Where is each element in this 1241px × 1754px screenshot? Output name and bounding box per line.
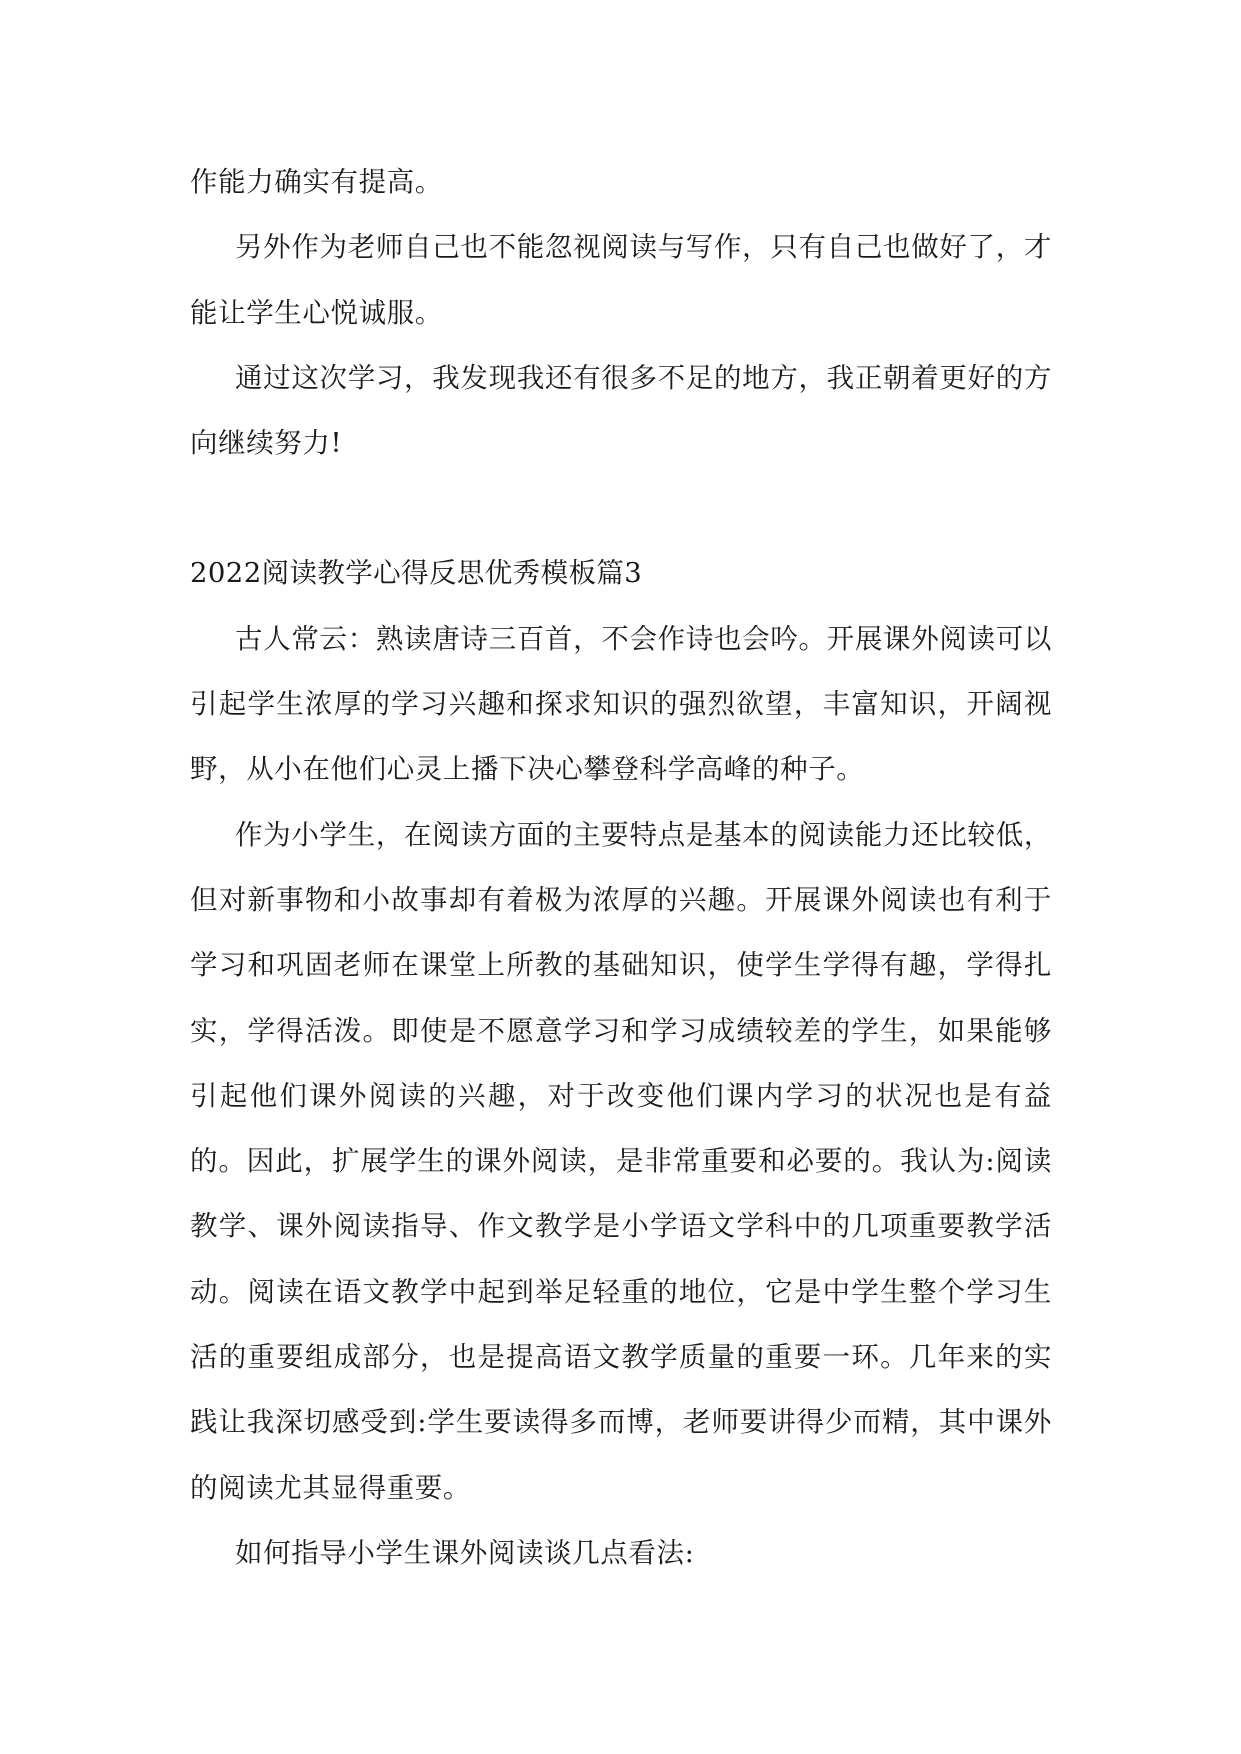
section-title: 2022阅读教学心得反思优秀模板篇3 — [190, 557, 643, 590]
section-spacer — [190, 476, 1052, 541]
paragraph-pupil-characteristics: 作为小学生，在阅读方面的主要特点是基本的阅读能力还比较低，但对新事物和小故事却有着极为浓厚的兴趣。开展课外阅读也有利于学习和巩固老师在课堂上所教的基础知识，使学生学得有趣，学得扎实，学得活泼。即使是不愿意学习和学习成绩较差的学生，如果能够引起他们课外阅读的兴趣，对于改变他们课内学习的状况也是有益的。因此，扩展学生的课外阅读，是非常重要和必要的。我认为:阅读教学、课外阅读指导、作文教学是小学语文学科中的几项重要教学活动。阅读在语文教学中起到举足轻重的地位，它是中学生整个学习生活的重要组成部分，也是提高语文教学质量的重要一环。几年来的实践让我深切感受到:学生要读得多而博，老师要讲得少而精，其中课外的阅读尤其显得重要。 — [190, 818, 1052, 1504]
paragraph-ancient-saying: 古人常云：熟读唐诗三百首，不会作诗也会吟。开展课外阅读可以引起学生浓厚的学习兴趣和探求知识的强烈欲望，丰富知识，开阔视野，从小在他们心灵上播下决心攀登科学高峰的种子。 — [190, 622, 1052, 786]
paragraph-continuation: 作能力确实有提高。 — [190, 166, 443, 198]
paragraph-conclusion: 通过这次学习，我发现我还有很多不足的地方，我正朝着更好的方向继续努力! — [190, 361, 1052, 460]
paragraph-teacher-reading: 另外作为老师自己也不能忽视阅读与写作，只有自己也做好了，才能让学生心悦诚服。 — [190, 231, 1052, 329]
paragraph-guidance-intro: 如何指导小学生课外阅读谈几点看法: — [235, 1536, 695, 1569]
document-body — [190, 150, 1052, 1586]
